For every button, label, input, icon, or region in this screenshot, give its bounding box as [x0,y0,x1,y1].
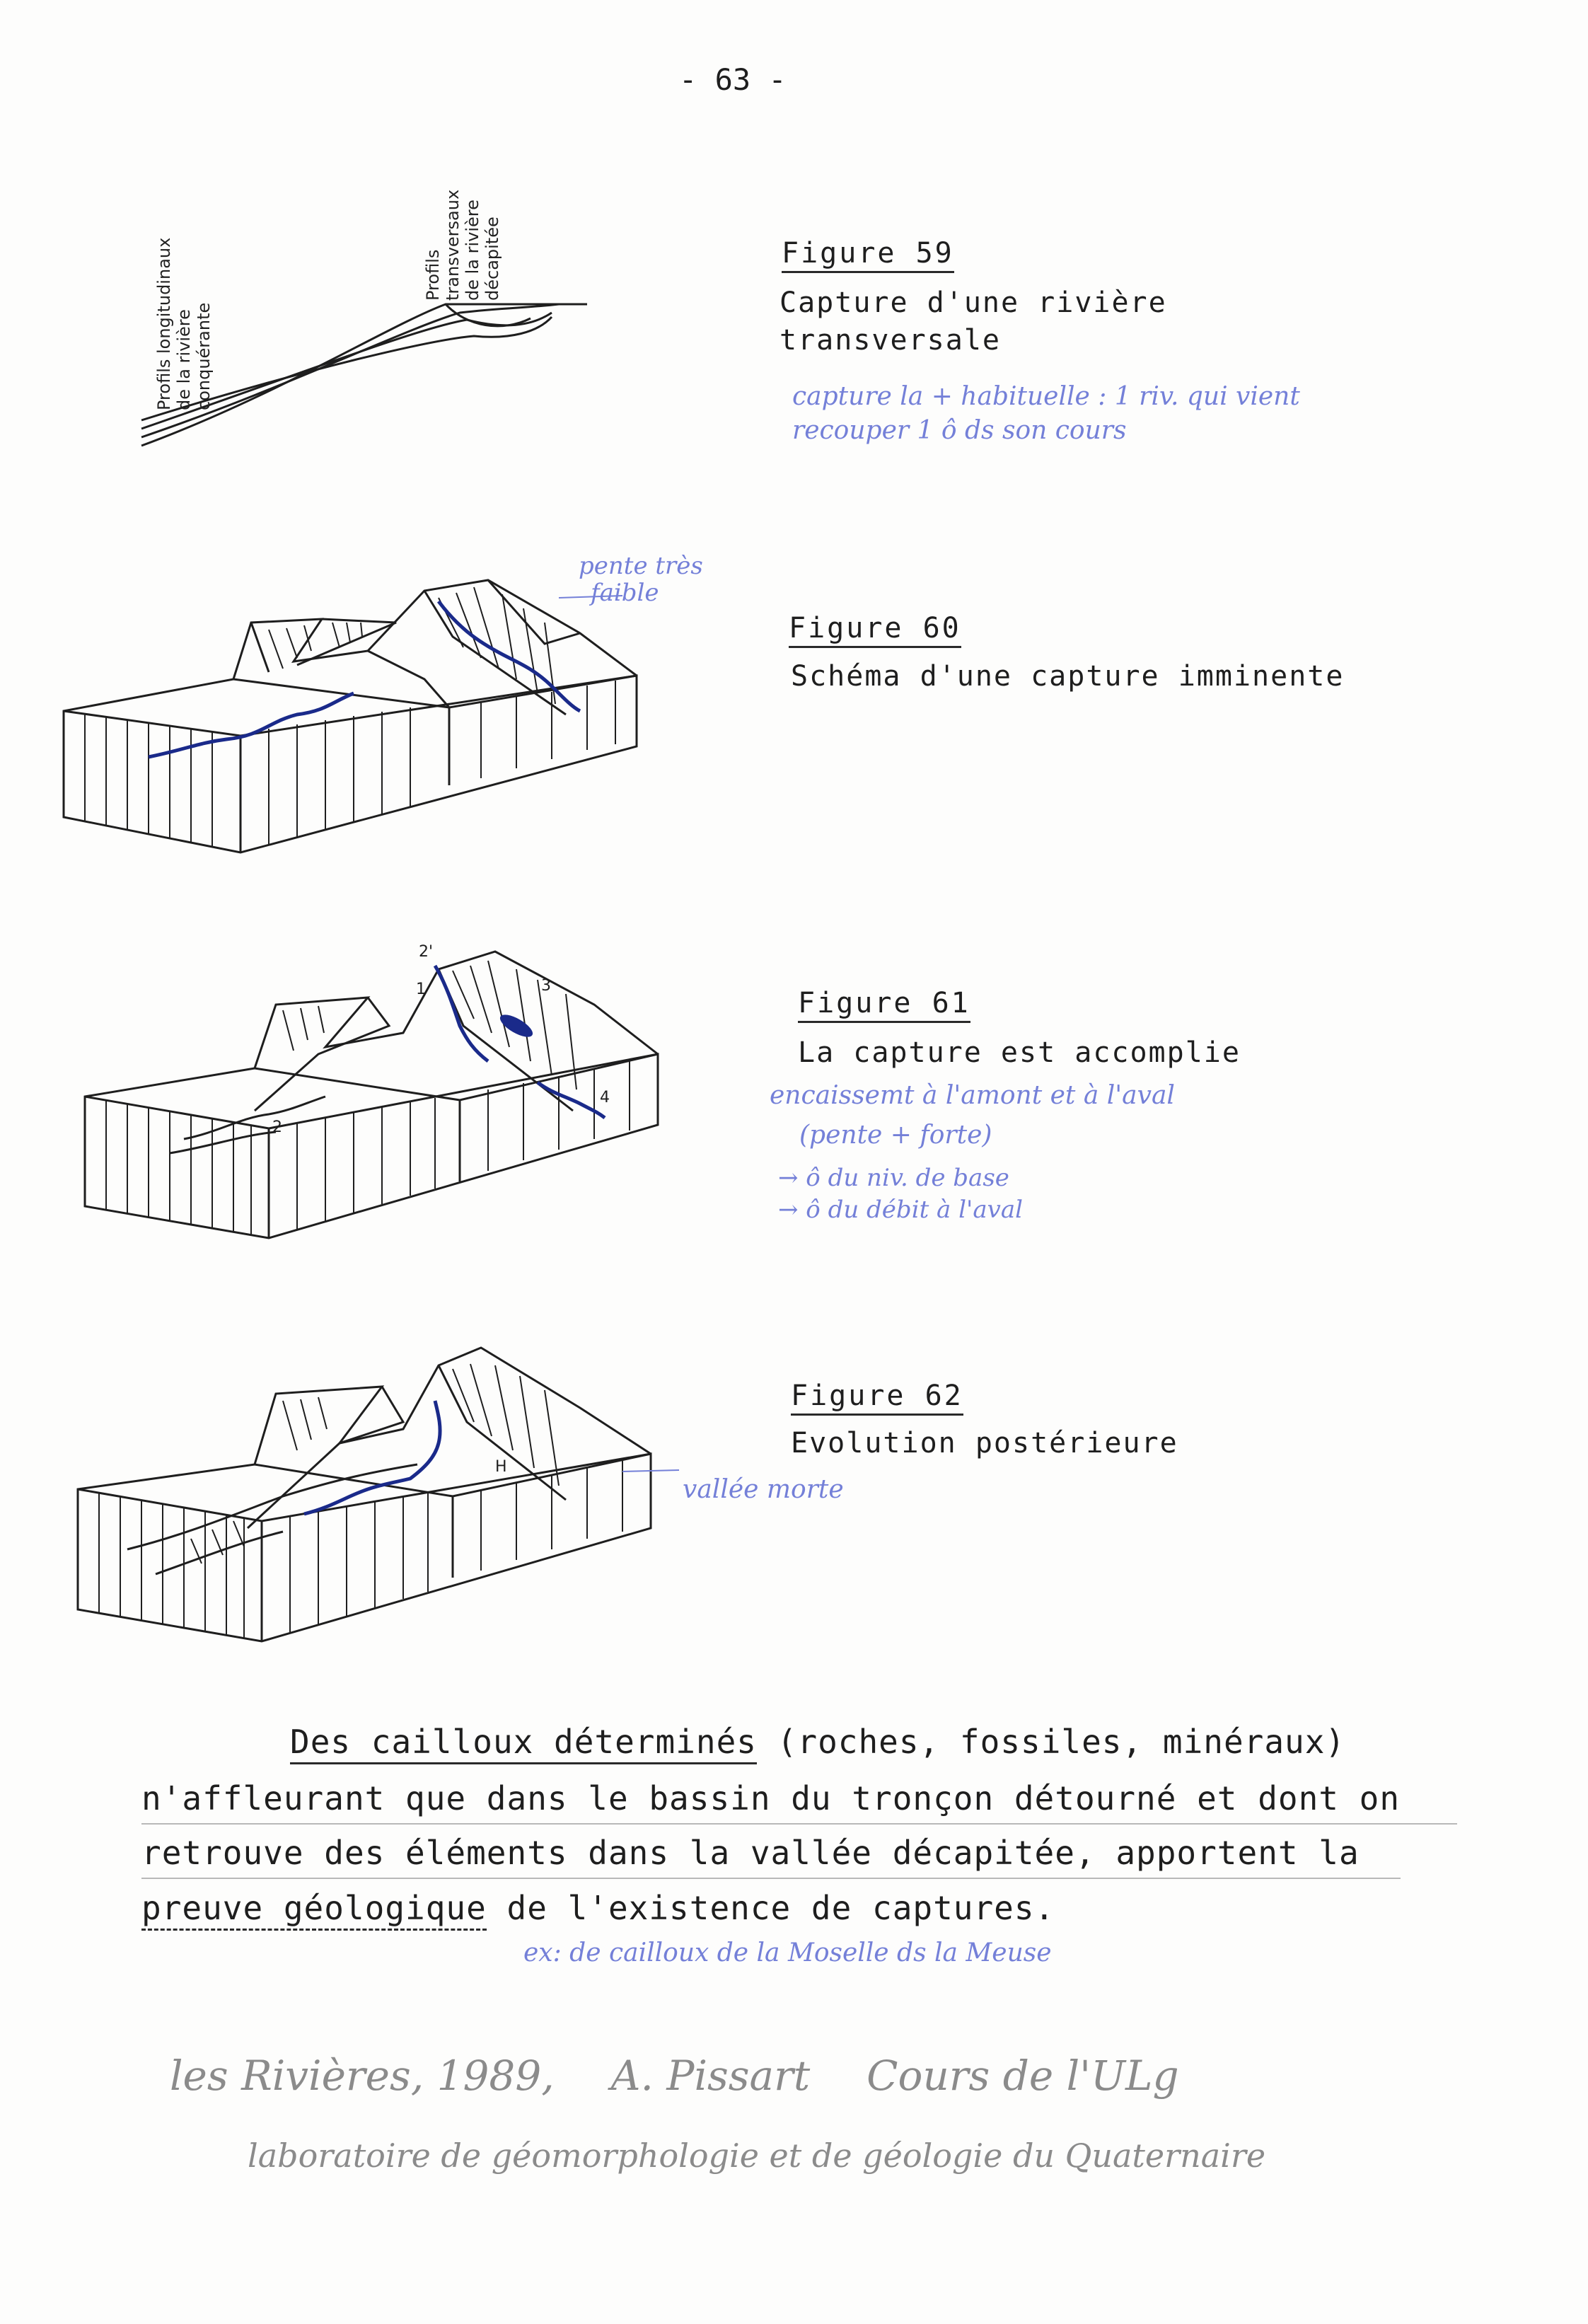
figure-61-title: Figure 61 [798,987,970,1023]
fig61-marker-3: 3 [541,977,551,995]
figure-61-note-line1: encaissemt à l'amont et à l'aval [770,1081,1175,1110]
figure-62-note: vallée morte [683,1475,844,1504]
figure-61-caption: La capture est accomplie [798,1036,1241,1069]
page-number: - 63 - [679,62,787,97]
figure-62-diagram [71,1337,679,1648]
figure-60-title: Figure 60 [789,612,961,648]
figure-60-caption: Schéma d'une capture imminente [791,660,1345,693]
paragraph-line-2: n'affleurant que dans le bassin du tronçon détourné et dont on [141,1779,1401,1817]
paragraph-rule-2 [141,1878,1401,1879]
figure-62-title: Figure 62 [791,1380,963,1416]
paragraph-line-1: Des cailloux déterminés (roches, fossiles, minéraux) [290,1723,1345,1761]
source-line-1: les Rivières, 1989, A. Pissart Cours de l'ULg [170,2052,1179,2100]
paragraph-proof-underlined: preuve géologique [141,1889,487,1931]
figure-60-note-line1: pente très [579,552,703,580]
figure-60-note-line2: faible [591,579,659,607]
source-line-2: laboratoire de géomorphologie et de géologie du Quaternaire [248,2137,1266,2175]
figure-59-caption-line1: Capture d'une rivière [779,287,1167,319]
fig59-right-label: Profils transversaux de la rivière décapitée [423,189,502,301]
paragraph-line-4: preuve géologique de l'existence de captures. [141,1889,1055,1927]
figure-59-note-line2: recouper 1 ô ds son cours [792,416,1127,445]
fig61-marker-2prime: 2' [419,943,434,961]
figure-61-note-line2: (pente + forte) [799,1121,992,1150]
fig61-river-captured [435,966,488,1061]
fig60-river-main [149,693,354,757]
paragraph-term-underlined: Des cailloux déterminés [290,1723,757,1764]
figure-61-note-line4: → ô du débit à l'aval [778,1196,1023,1224]
paragraph-rule-1 [141,1823,1457,1825]
figure-61-note-line3: → ô du niv. de base [778,1164,1009,1192]
paragraph-line-3: retrouve des éléments dans la vallée décapitée, apportent la [141,1834,1360,1872]
figure-59-note-line1: capture la + habituelle : 1 riv. qui vient [792,382,1300,411]
figure-61-diagram [78,927,686,1245]
fig59-left-label: Profils longitudinaux de la rivière conquérante [154,237,214,410]
figure-59-title: Figure 59 [782,237,954,273]
figure-62-caption: Evolution postérieure [791,1427,1178,1459]
paragraph-note: ex: de cailloux de la Moselle ds la Meuse [523,1938,1052,1967]
figure-59-caption-line2: transversale [779,324,1001,357]
fig62-marker-h: H [495,1458,507,1476]
fig61-marker-4: 4 [600,1089,610,1106]
fig61-marker-2: 2 [272,1118,282,1136]
fig61-marker-1: 1 [416,981,426,998]
